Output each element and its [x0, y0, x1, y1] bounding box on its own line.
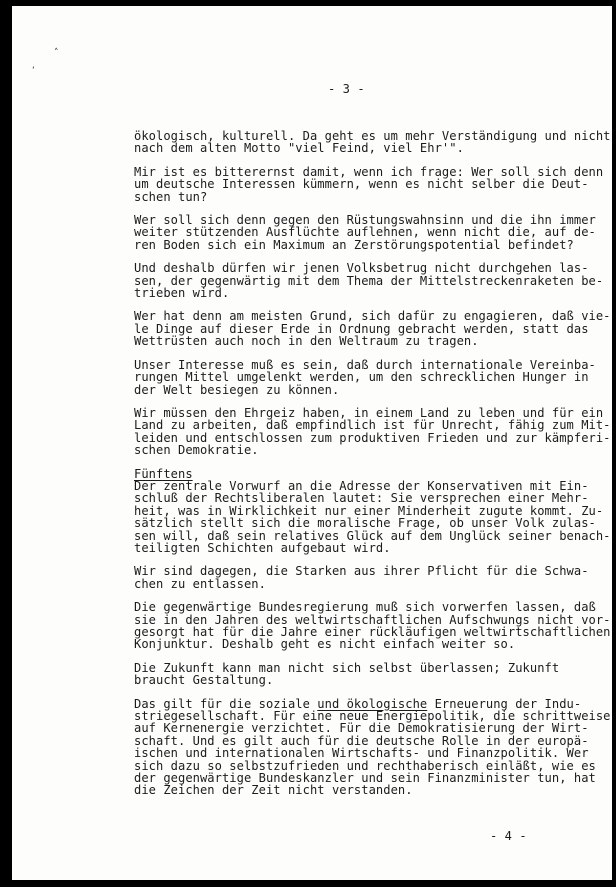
- section-heading: Fünftens: [134, 466, 193, 481]
- text-line: rungen Mittel umgelenkt werden, um den schrecklichen Hunger in: [134, 370, 589, 385]
- text-line: Und deshalb dürfen wir jenen Volksbetrug nicht durchgehen las-: [134, 261, 589, 276]
- text-line: die Zeichen der Zeit nicht verstanden.: [134, 783, 413, 798]
- paragraph: [134, 166, 604, 203]
- text-line: trieben wird.: [134, 286, 230, 301]
- paragraph: [134, 309, 611, 349]
- text-line: leiden und entschlossen zum produktiven Frieden und zur kämpferi-: [134, 430, 611, 445]
- text-line: Land zu arbeiten, daß empfindlich ist für Unrecht, fähig zum Mit-: [134, 418, 611, 433]
- text-line: Wir müssen den Ehrgeiz haben, in einem Land zu leben und für ein: [134, 405, 604, 420]
- text-line: der Welt besiegen zu können.: [134, 382, 340, 397]
- text-line: Konjunktur. Deshalb geht es nicht einfach weiter so.: [134, 637, 516, 652]
- text-line: schen Demokratie.: [134, 443, 259, 458]
- text-line: chen zu entlassen.: [134, 576, 266, 591]
- text-line: sen will, daß sein relatives Glück auf dem Unglück seiner benach-: [134, 528, 611, 543]
- text-line: gesorgt hat für die Jahre einer rückläufigen weltwirtschaftlichen: [134, 625, 611, 639]
- text-line: heit, was in Wirklichkeit nur einer Minderheit zugute kommt. Zu-: [134, 503, 604, 518]
- page-number: - 3 -: [328, 82, 365, 96]
- paragraph: [134, 466, 611, 555]
- text-line: sen, der gegenwärtig mit dem Thema der Mittelstreckenraketen be-: [134, 273, 604, 288]
- text-line: Unser Interesse muß es sein, daß durch internationale Vereinba-: [134, 357, 596, 372]
- document-page: [12, 6, 612, 880]
- text-line: Die gegenwärtige Bundesregierung muß sich vorwerfen lassen, daß: [134, 600, 596, 615]
- text-line: ischen und internationalen Wirtschafts- und Finanzpolitik. Wer: [134, 746, 589, 761]
- text-line: Wer soll sich denn gegen den Rüstungswahnsinn und die ihn immer: [134, 213, 596, 228]
- paragraph: [134, 405, 611, 458]
- next-page-marker: - 4 -: [490, 829, 527, 843]
- text-line: der gegenwärtige Bundeskanzler und sein Finanzminister tun, hat: [134, 771, 596, 786]
- paragraph: [134, 129, 611, 156]
- text-line: Wer hat denn am meisten Grund, sich dafür zu engagieren, daß vie-: [134, 309, 611, 324]
- text-line: ökologisch, kulturell. Da geht es um mehr Verständigung und nicht: [134, 129, 611, 143]
- text-line: le Dinge auf dieser Erde in Ordnung gebracht werden, statt das: [134, 321, 589, 336]
- text-run: Erneuerung der Indu-: [427, 696, 582, 711]
- text-line: um deutsche Interessen kümmern, wenn es nicht selber die Deut-: [134, 177, 589, 192]
- text-line: sich dazu so selbstzufrieden und rechthaberisch einläßt, wie es: [134, 758, 596, 773]
- scan-speck: ʻ: [32, 66, 35, 76]
- text-line: schluß der Rechtsliberalen lautet: Sie versprechen einer Mehr-: [134, 491, 589, 506]
- text-line: Die Zukunft kann man nicht sich selbst überlassen; Zukunft: [134, 660, 560, 675]
- text-line: schen tun?: [134, 189, 208, 204]
- text-line: ren Boden sich ein Maximum an Zerstörungspotential befindet?: [134, 237, 574, 252]
- text-line: braucht Gestaltung.: [134, 673, 274, 688]
- text-line: auf Kernenergie verzichtet. Für die Demokratisierung der Wirt-: [134, 721, 589, 736]
- paragraph-list: [134, 129, 611, 688]
- text-run: Das gilt für die soziale: [134, 696, 318, 711]
- scan-speck: ˄: [54, 48, 59, 58]
- text-line: sie in den Jahren des weltwirtschaftlichen Aufschwungs nicht vor-: [134, 612, 611, 627]
- body-text: [134, 129, 611, 808]
- final-paragraph-lines: [134, 709, 611, 798]
- text-line: weiter stützenden Ausflüchte auflehnen, wenn nicht die, auf de-: [134, 225, 596, 240]
- text-line: striegesellschaft. Für eine neue Energiepolitik, die schrittweise: [134, 709, 611, 724]
- paragraph: [134, 662, 604, 687]
- text-line: sätzlich stellt sich die moralische Frage, ob unser Volk zulas-: [134, 516, 596, 531]
- text-line: nach dem alten Motto "viel Feind, viel Ehr'".: [134, 141, 464, 156]
- text-line: Wir sind dagegen, die Starken aus ihrer Pflicht für die Schwa-: [134, 564, 589, 579]
- text-line: schaft. Und es gilt auch für die deutsche Rolle in der europä-: [134, 733, 589, 748]
- paragraph: [134, 214, 604, 251]
- paragraph: [134, 565, 604, 590]
- paragraph: [134, 359, 604, 396]
- text-line: teiligten Schichten aufgebaut wird.: [134, 540, 391, 555]
- paragraph: [134, 262, 604, 299]
- final-paragraph: [134, 696, 611, 798]
- paragraph: [134, 600, 611, 652]
- text-line: Mir ist es bitterernst damit, wenn ich frage: Wer soll sich denn: [134, 164, 604, 179]
- text-line: Der zentrale Vorwurf an die Adresse der Konservativen mit Ein-: [134, 478, 589, 493]
- text-line: Wettrüsten auch noch in den Weltraum zu tragen.: [134, 334, 479, 349]
- underlined-phrase: und ökologische: [317, 696, 428, 711]
